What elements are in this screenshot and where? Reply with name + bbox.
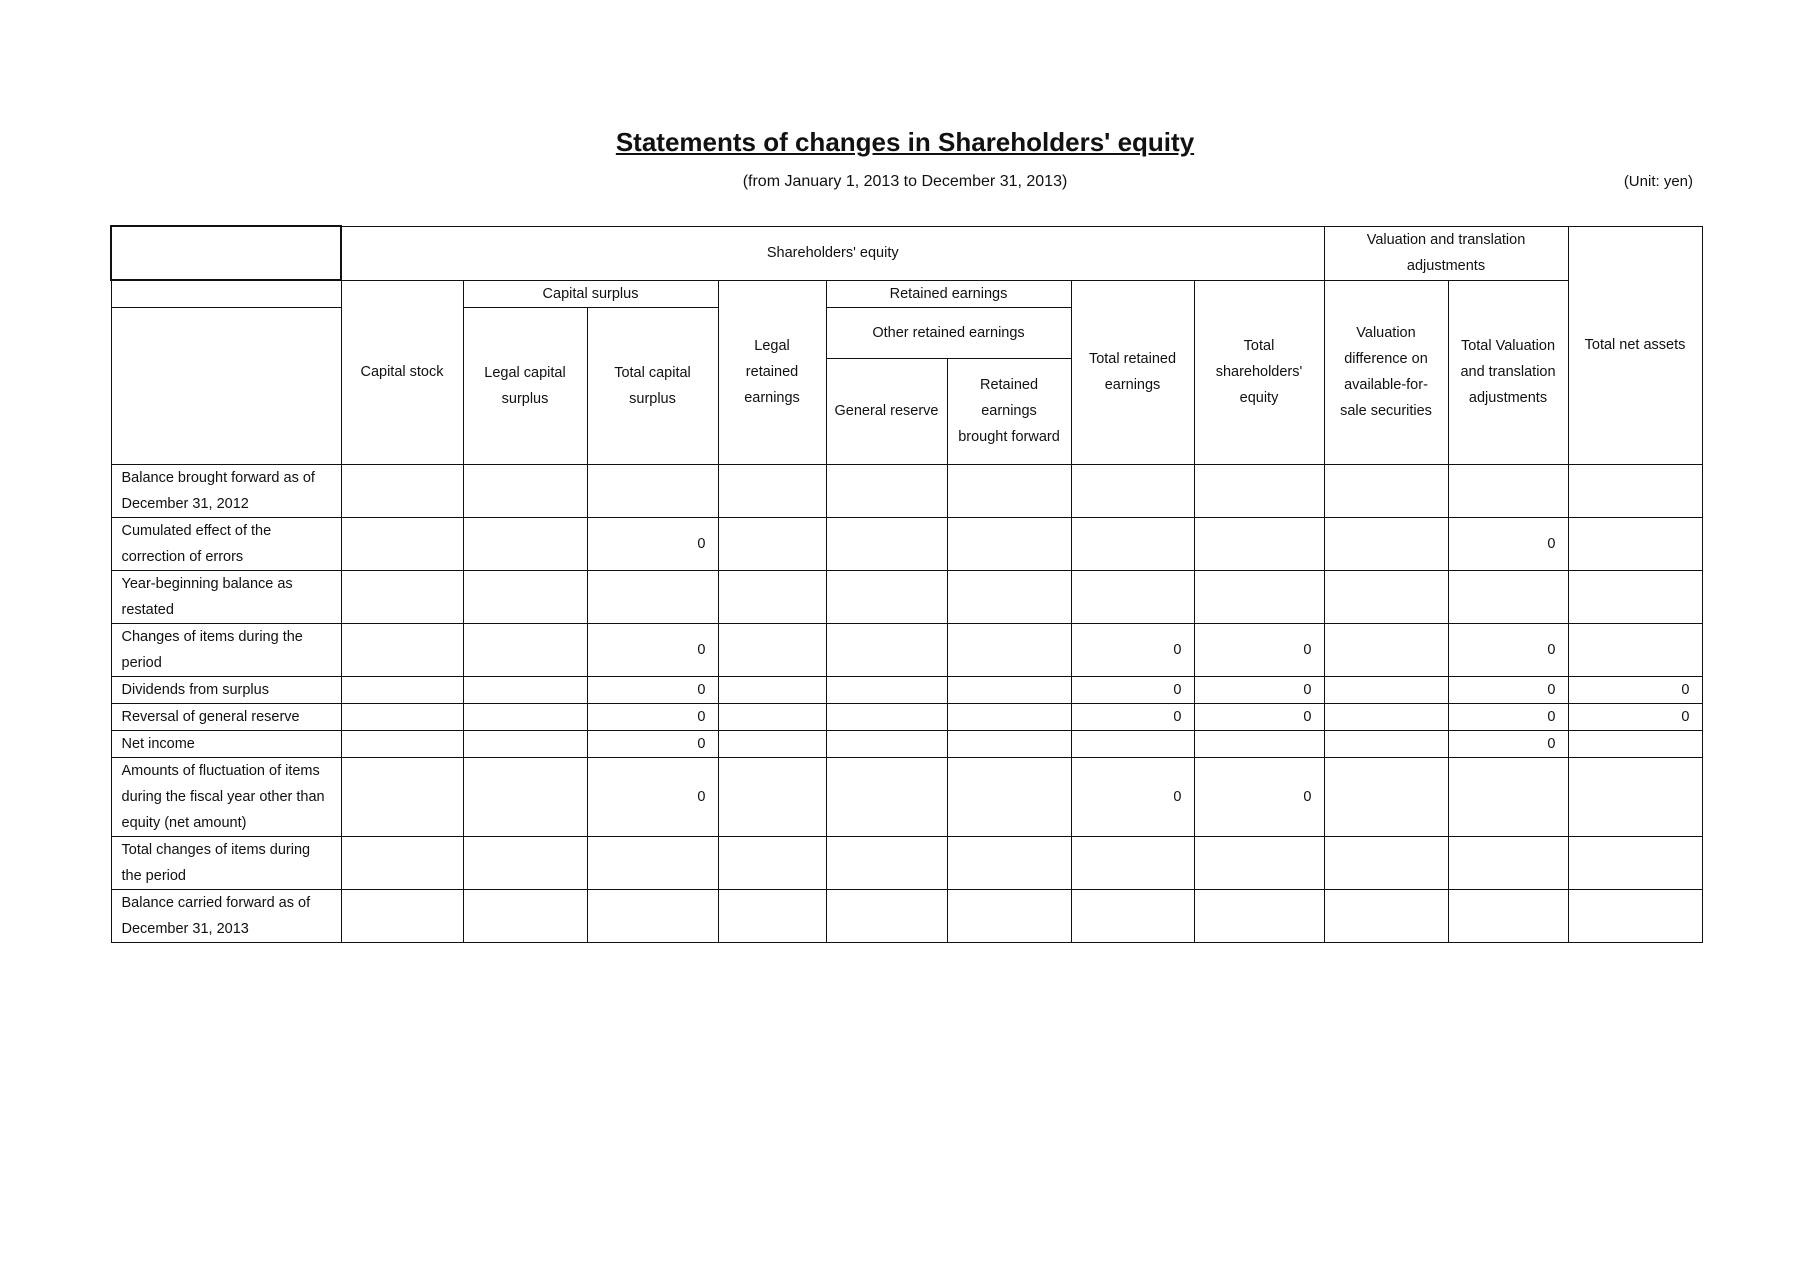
header-corner-cell	[111, 226, 341, 280]
table-cell	[1194, 570, 1324, 623]
table-cell	[587, 836, 718, 889]
table-cell	[1568, 570, 1702, 623]
legal-retained-earnings-header: Legal retained earnings	[718, 280, 826, 464]
other-retained-earnings-header: Other retained earnings	[826, 307, 1071, 358]
document-title: Statements of changes in Shareholders' equity	[615, 127, 1195, 157]
table-cell	[1324, 464, 1448, 517]
shareholders-equity-header: Shareholders' equity	[341, 226, 1324, 280]
table-cell	[718, 623, 826, 676]
row-label: Net income	[111, 730, 341, 757]
table-cell	[1071, 517, 1194, 570]
table-cell	[1324, 730, 1448, 757]
table-cell	[718, 730, 826, 757]
table-cell	[947, 623, 1071, 676]
table-cell: 0	[1448, 623, 1568, 676]
table-cell: 0	[1568, 703, 1702, 730]
table-cell	[1568, 464, 1702, 517]
header-row-label-cell	[111, 307, 341, 464]
row-label: Reversal of general reserve	[111, 703, 341, 730]
table-cell	[1194, 889, 1324, 942]
retained-earnings-brought-forward-header: Retained earnings brought forward	[947, 358, 1071, 464]
table-cell	[947, 517, 1071, 570]
table-cell	[1568, 623, 1702, 676]
table-cell	[1071, 836, 1194, 889]
table-cell	[718, 889, 826, 942]
row-label: Cumulated effect of the correction of errors	[111, 517, 341, 570]
row-label: Changes of items during the period	[111, 623, 341, 676]
table-cell	[1324, 836, 1448, 889]
table-row	[111, 730, 1702, 757]
general-reserve-header: General reserve	[826, 358, 947, 464]
table-cell	[718, 570, 826, 623]
table-cell	[1194, 836, 1324, 889]
table-cell	[1448, 889, 1568, 942]
table-cell	[826, 889, 947, 942]
table-cell	[947, 676, 1071, 703]
table-cell	[587, 464, 718, 517]
table-cell	[947, 757, 1071, 836]
table-cell	[1071, 889, 1194, 942]
total-capital-surplus-header: Total capital surplus	[587, 307, 718, 464]
table-cell	[1448, 570, 1568, 623]
total-retained-earnings-header: Total retained earnings	[1071, 280, 1194, 464]
table-cell	[341, 836, 463, 889]
table-cell: 0	[587, 517, 718, 570]
table-cell: 0	[1568, 676, 1702, 703]
table-cell	[1324, 623, 1448, 676]
table-cell	[1568, 730, 1702, 757]
total-shareholders-equity-header: Total shareholders' equity	[1194, 280, 1324, 464]
table-cell: 0	[1071, 676, 1194, 703]
table-cell	[826, 757, 947, 836]
table-cell: 0	[1448, 676, 1568, 703]
table-cell	[947, 570, 1071, 623]
legal-capital-surplus-header: Legal capital surplus	[463, 307, 587, 464]
table-cell	[718, 836, 826, 889]
table-cell	[341, 889, 463, 942]
total-net-assets-header: Total net assets	[1568, 226, 1702, 464]
row-label: Balance brought forward as of December 31, 2012	[111, 464, 341, 517]
table-cell: 0	[1071, 623, 1194, 676]
valuation-difference-header: Valuation difference on available-for-sale securities	[1324, 280, 1448, 464]
table-row	[111, 889, 1702, 942]
table-cell	[718, 464, 826, 517]
table-row	[111, 757, 1702, 836]
table-row	[111, 570, 1702, 623]
table-cell	[1071, 570, 1194, 623]
table-cell	[1448, 836, 1568, 889]
table-cell	[718, 517, 826, 570]
table-cell	[1324, 889, 1448, 942]
table-cell	[463, 757, 587, 836]
table-row	[111, 836, 1702, 889]
table-cell	[1324, 570, 1448, 623]
table-cell	[463, 570, 587, 623]
table-cell	[463, 464, 587, 517]
row-label: Balance carried forward as of December 31, 2013	[111, 889, 341, 942]
table-cell	[947, 730, 1071, 757]
row-label: Dividends from surplus	[111, 676, 341, 703]
table-cell: 0	[1448, 730, 1568, 757]
table-cell	[341, 623, 463, 676]
table-cell	[826, 517, 947, 570]
table-cell: 0	[1194, 676, 1324, 703]
table-cell	[1194, 517, 1324, 570]
table-cell	[1568, 889, 1702, 942]
table-cell: 0	[1194, 703, 1324, 730]
table-cell: 0	[1071, 703, 1194, 730]
table-cell	[826, 703, 947, 730]
table-cell	[341, 464, 463, 517]
table-cell	[463, 623, 587, 676]
table-cell	[826, 464, 947, 517]
table-cell	[947, 836, 1071, 889]
table-cell	[1448, 464, 1568, 517]
table-cell	[587, 570, 718, 623]
capital-stock-header: Capital stock	[341, 280, 463, 464]
unit-label: (Unit: yen)	[1623, 173, 1693, 190]
table-cell: 0	[1194, 757, 1324, 836]
table-cell	[718, 676, 826, 703]
header-blank-cell	[111, 280, 341, 307]
table-cell	[463, 730, 587, 757]
table-cell: 0	[587, 730, 718, 757]
table-cell	[463, 703, 587, 730]
table-cell: 0	[587, 703, 718, 730]
table-cell	[1324, 703, 1448, 730]
table-cell	[947, 889, 1071, 942]
table-cell: 0	[1448, 517, 1568, 570]
table-cell	[718, 757, 826, 836]
table-cell	[826, 836, 947, 889]
table-cell: 0	[587, 676, 718, 703]
table-cell	[1568, 757, 1702, 836]
table-row	[111, 676, 1702, 703]
table-cell	[1194, 730, 1324, 757]
table-cell	[341, 676, 463, 703]
table-cell	[718, 703, 826, 730]
row-label: Amounts of fluctuation of items during the fiscal year other than equity (net amount)	[111, 757, 341, 836]
table-cell	[1324, 676, 1448, 703]
capital-surplus-header: Capital surplus	[463, 280, 718, 307]
table-cell	[1071, 464, 1194, 517]
row-label: Total changes of items during the period	[111, 836, 341, 889]
table-cell: 0	[1071, 757, 1194, 836]
table-cell	[1194, 464, 1324, 517]
table-cell: 0	[587, 623, 718, 676]
table-cell	[826, 570, 947, 623]
table-row	[111, 517, 1702, 570]
table-cell	[1568, 836, 1702, 889]
row-label: Year-beginning balance as restated	[111, 570, 341, 623]
table-cell	[947, 703, 1071, 730]
total-valuation-adjustments-header: Total Valuation and translation adjustments	[1448, 280, 1568, 464]
table-cell	[463, 836, 587, 889]
retained-earnings-header: Retained earnings	[826, 280, 1071, 307]
table-cell	[1448, 757, 1568, 836]
table-cell	[947, 464, 1071, 517]
table-cell	[1568, 517, 1702, 570]
table-cell	[826, 623, 947, 676]
equity-changes-table	[110, 225, 1703, 943]
table-cell	[826, 730, 947, 757]
table-cell	[341, 730, 463, 757]
table-cell	[341, 570, 463, 623]
table-cell	[1071, 730, 1194, 757]
document-period: (from January 1, 2013 to December 31, 2013)	[742, 173, 1068, 190]
table-cell	[1324, 757, 1448, 836]
table-cell	[463, 889, 587, 942]
table-cell	[826, 676, 947, 703]
table-cell	[1324, 517, 1448, 570]
table-row	[111, 703, 1702, 730]
table-row	[111, 623, 1702, 676]
valuation-adjustments-header: Valuation and translation adjustments	[1324, 226, 1568, 280]
table-cell	[341, 703, 463, 730]
table-cell	[587, 889, 718, 942]
table-cell	[341, 757, 463, 836]
table-cell: 0	[1448, 703, 1568, 730]
table-cell	[463, 517, 587, 570]
table-cell	[463, 676, 587, 703]
table-row	[111, 464, 1702, 517]
table-cell	[341, 517, 463, 570]
table-cell: 0	[1194, 623, 1324, 676]
table-cell: 0	[587, 757, 718, 836]
